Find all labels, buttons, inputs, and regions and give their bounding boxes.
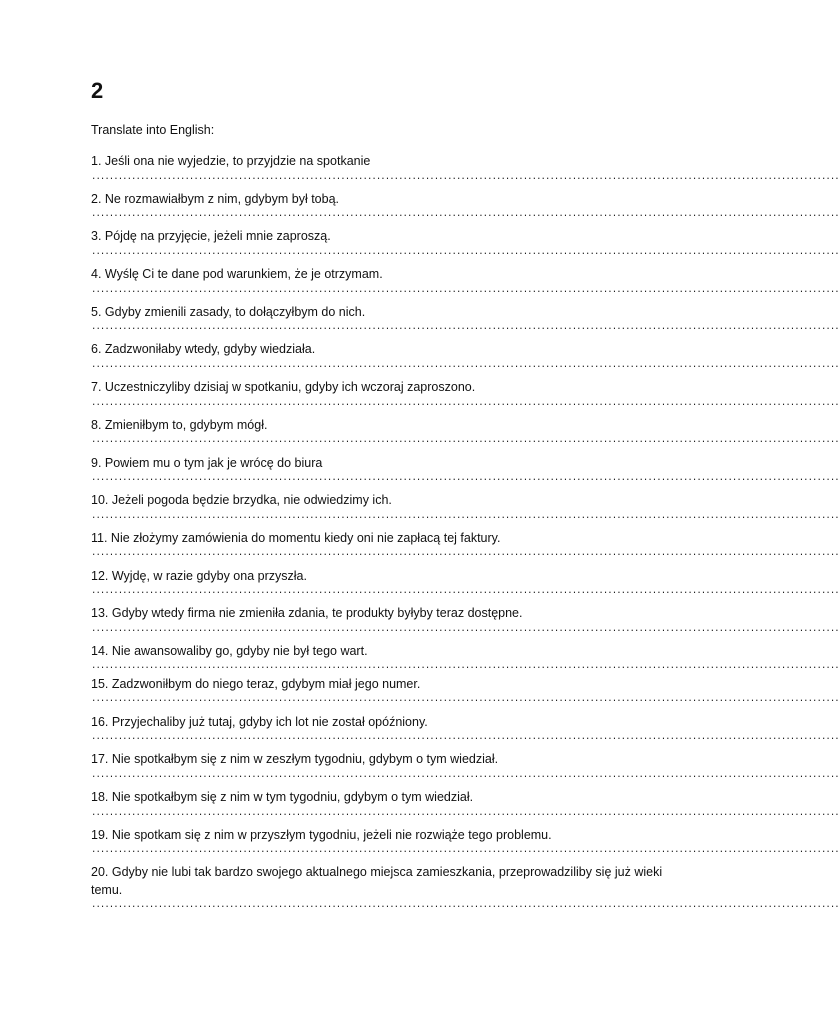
sentence-5: 5. Gdyby zmienili zasady, to dołączyłbym do nich. — [91, 304, 366, 319]
exercise-item-1 — [91, 153, 839, 191]
exercise-item-3 — [91, 228, 839, 266]
exercise-item-7 — [91, 379, 839, 417]
answer-line-9[interactable]: ........................................................................................................................................................................ — [91, 473, 839, 483]
sentence-18: 18. Nie spotkałbym się z nim w tym tygodniu, gdybym o tym wiedział. — [91, 790, 474, 804]
answer-line-3[interactable]: ........................................................................................................................................................................ — [91, 246, 839, 257]
exercise-item-12 — [91, 568, 839, 606]
answer-line-11[interactable]: ........................................................................................................................................................................ — [91, 548, 839, 559]
sentence-10: 10. Jeżeli pogoda będzie brzydka, nie odwiedzimy ich. — [91, 493, 392, 508]
exercise-item-17 — [91, 751, 839, 789]
answer-line-1[interactable]: ........................................................................................................................................................................ — [91, 171, 839, 182]
exercise-item-16 — [91, 714, 839, 752]
sentence-6: 6. Zadzwoniłaby wtedy, gdyby wiedziała. — [91, 342, 316, 357]
sentence-11: 11. Nie złożymy zamówienia do momentu kiedy oni nie zapłacą tej faktury. — [91, 530, 501, 545]
sentence-14: 14. Nie awansowaliby go, gdyby nie był tego wart. — [91, 643, 368, 658]
answer-line-14[interactable]: ........................................................................................................................................................................ — [91, 661, 839, 672]
exercise-item-4 — [91, 266, 839, 304]
answer-line-8[interactable]: ........................................................................................................................................................................ — [91, 435, 839, 446]
answer-line-16[interactable]: ........................................................................................................................................................................ — [91, 732, 839, 743]
exercise-item-9 — [91, 455, 839, 493]
exercise-item-10 — [91, 492, 839, 530]
answer-line-13[interactable]: ........................................................................................................................................................................ — [91, 623, 839, 634]
sentence-15: 15. Zadzwoniłbym do niego teraz, gdybym miał jego numer. — [91, 676, 421, 691]
sentence-17: 17. Nie spotkałbym się z nim w zeszłym tygodniu, gdybym o tym wiedział. — [91, 752, 499, 767]
sentence-4: 4. Wyślę Ci te dane pod warunkiem, że je otrzymam. — [91, 267, 383, 282]
exercise-item-8 — [91, 417, 839, 455]
exercise-item-11 — [91, 530, 839, 568]
exercise-instruction: Translate into English: — [91, 123, 215, 137]
sentence-2: 2. Ne rozmawiałbym z nim, gdybym był tobą. — [91, 191, 340, 206]
answer-line-5[interactable]: ........................................................................................................................................................................ — [91, 322, 839, 333]
sentence-1: 1. Jeśli ona nie wyjedzie, to przyjdzie na spotkanie — [91, 154, 371, 168]
exercise-item-15 — [91, 676, 839, 714]
answer-line-6[interactable]: ........................................................................................................................................................................ — [91, 359, 839, 370]
exercise-item-18 — [91, 789, 839, 827]
answer-line-18[interactable]: ........................................................................................................................................................................ — [91, 807, 839, 818]
exercise-item-6 — [91, 341, 839, 379]
sentence-13: 13. Gdyby wtedy firma nie zmieniła zdania, te produkty byłyby teraz dostępne. — [91, 606, 523, 621]
exercise-item-5 — [91, 304, 839, 342]
sentence-3: 3. Pójdę na przyjęcie, jeżeli mnie zaproszą. — [91, 229, 331, 244]
sentence-20: 20. Gdyby nie lubi tak bardzo swojego aktualnego miejsca zamieszkania, przeprowadziliby się już wieki temu. — [91, 865, 663, 897]
answer-line-10[interactable]: ........................................................................................................................................................................ — [91, 510, 839, 521]
sentence-9: 9. Powiem mu o tym jak je wrócę do biura — [91, 455, 323, 470]
answer-line-19[interactable]: ........................................................................................................................................................................ — [91, 845, 839, 856]
exercise-item-14 — [91, 643, 839, 676]
sentence-8: 8. Zmieniłbym to, gdybym mógł. — [91, 417, 268, 432]
exercise-list — [91, 153, 839, 920]
answer-line-15[interactable]: ........................................................................................................................................................................ — [91, 694, 839, 705]
answer-line-4[interactable]: ........................................................................................................................................................................ — [91, 284, 839, 295]
exercise-item-20 — [91, 864, 839, 920]
exercise-item-2 — [91, 191, 839, 229]
answer-line-12[interactable]: ........................................................................................................................................................................ — [91, 586, 839, 597]
page-number: 2 — [91, 78, 104, 103]
answer-line-20[interactable]: ........................................................................................................................................................................ — [91, 900, 839, 911]
sentence-12: 12. Wyjdę, w razie gdyby ona przyszła. — [91, 568, 307, 583]
answer-line-7[interactable]: ........................................................................................................................................................................ — [91, 397, 839, 408]
exercise-item-19 — [91, 827, 839, 865]
answer-line-17[interactable]: ........................................................................................................................................................................ — [91, 769, 839, 780]
sentence-16: 16. Przyjechaliby już tutaj, gdyby ich lot nie został opóźniony. — [91, 714, 428, 729]
sentence-7: 7. Uczestniczyliby dzisiaj w spotkaniu, gdyby ich wczoraj zaproszono. — [91, 380, 476, 395]
sentence-19: 19. Nie spotkam się z nim w przyszłym tygodniu, jeżeli nie rozwiąże tego problemu. — [91, 827, 552, 842]
exercise-item-13 — [91, 605, 839, 643]
answer-line-2[interactable]: ........................................................................................................................................................................ — [91, 209, 839, 220]
